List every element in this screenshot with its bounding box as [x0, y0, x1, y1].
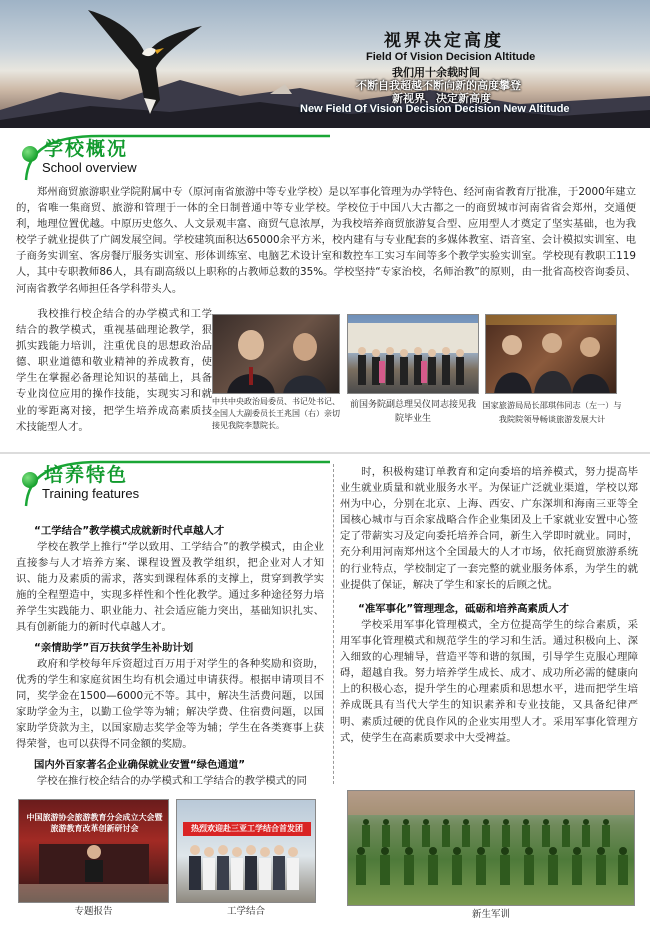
photo-dinner-illustration	[486, 315, 617, 394]
training-paragraph-2: 政府和学校每年斥资超过百万用于对学生的各种奖励和资助，优秀的学生和家庭贫困生均有机会通过申请获得。根据申请项目不同，奖学金在1500—6000元不等。其中，解决生活费问题，以国家助学金为主，以勤工俭学等为辅；解决学费、住宿费问题，以国家助学贷款为主，以国家励志奖学金等为辅；学生在各类赛事上获得荣誉，也可以获得不同金额的奖励。	[16, 658, 324, 751]
red-welcome-banner: 热烈欢迎赴三亚工学结合首发团	[183, 822, 311, 836]
eagle-icon	[86, 4, 206, 116]
caption-photo-3: 国家旅游局局长邵琪伟同志（左一）与我院院领导畅谈旅游发展大计	[482, 400, 622, 424]
banner-line-2: 我们用十余载时间	[392, 66, 480, 79]
photo-soldiers-illustration	[348, 791, 635, 906]
overview-heading	[10, 130, 330, 182]
photo-special-report	[18, 799, 169, 903]
banner-line-4: 新视界，决定新高度	[392, 92, 491, 105]
photo-military-training	[347, 790, 635, 906]
photo-group-illustration	[348, 315, 479, 394]
photo-tourism-director	[485, 314, 617, 394]
subheading-work-study: “工学结合”教学模式成就新时代卓越人才	[34, 525, 225, 537]
overview-title: 学校概况	[44, 138, 129, 160]
caption-work-study: 工学结合	[226, 906, 265, 917]
banner-line-5: New Field Of Vision Decision Decision New Altitude	[300, 103, 570, 115]
green-dot-icon	[22, 146, 38, 162]
subheading-military-management: “准军事化”管理理念，砥砺和培养高素质人才	[358, 603, 570, 615]
photo-stage-illustration	[19, 800, 169, 903]
subheading-employment: 国内外百家著名企业确保就业安置“绿色通道”	[34, 759, 246, 771]
overview-paragraph-2: 我校推行校企结合的办学模式和工学结合的教学模式，重视基础理论教学，狠抓实践能力培训，注重优良的思想政治品德、职业道德和敬业精神的养成教育，使学生在掌握必备理论知识的基础上，具备专业岗位应用的操作技能，实现实习和就业的零距离对接，把学生培养成高素质技术技能型人才。	[16, 308, 212, 433]
banner-subtitle-en: Field Of Vision Decision Altitude	[366, 51, 536, 63]
overview-paragraph-1: 郑州商贸旅游职业学院附属中专（原河南省旅游中等专业学校）是以军事化管理为办学特色、经河南省教育厅批准，于2000年建立的，省唯一集商贸、旅游和管理于一体的全日制普通中等专业学校。学校位于中国八大古都之一的商贸城市河南省省会郑州，交通便利，地理位置优越。中原历史悠久、人文景观丰富、商贸气息浓厚，为我校培养商贸旅游复合型、应用型人才奠定了坚实基础，也为我校学子就业提供了广阔发展空间。学校建筑面积达65000余平方米，校内建有与专业配套的多媒体教室、语音室、会计模拟实训室、电子商务实训室、客房餐厅服务实训室、形体训练室、电脑艺术设计室和数控车工实习车间等多个教学实验实训室。学校现有教职工119人，其中专职教师86人，具有副高级以上职称的占教师总数的35%。学校坚持“专家治校，名师治教”的原则，由一批省高校咨询委员、河南省教学名师担任各学科带头人。	[16, 186, 636, 295]
caption-photo-2: 前国务院副总理吴仪同志接见我院毕业生	[349, 400, 476, 424]
column-divider	[333, 464, 334, 784]
training-title: 培养特色	[44, 464, 129, 486]
banner-title: 视界决定高度	[384, 31, 504, 51]
training-paragraph-3: 学校在推行校企结合的办学模式和工学结合的教学模式的同	[36, 775, 307, 787]
photo-graduates	[347, 314, 479, 394]
subheading-financial-aid: “亲情助学”百万扶贫学生补助计划	[34, 642, 194, 654]
photo-work-study	[176, 799, 316, 903]
overview-title-en: School overview	[42, 160, 137, 175]
caption-photo-1: 中共中央政治局委员、书记处书记、全国人大副委员长王兆国（右）亲切接见我院李慧院长。	[212, 397, 340, 430]
training-title-en: Training features	[42, 486, 140, 501]
banner-line-3: 不断自我超越不断向新的高度攀登	[356, 79, 521, 92]
section-separator	[0, 452, 650, 454]
caption-special-report: 专题报告	[74, 906, 113, 917]
conference-banner-text: 中国旅游协会旅游教育分会成立大会暨旅游教育改革创新研讨会	[26, 813, 163, 833]
photo-people-illustration	[213, 315, 340, 394]
header-banner	[0, 0, 650, 128]
green-dot-icon	[22, 472, 38, 488]
training-paragraph-1: 学校在教学上推行“学以致用、工学结合”的教学模式，由企业直接参与人才培养方案、课程设置及教学组织，把企业对人才知识、能力及素质的需求，落实到课程体系的支撑上，贯穿到教学实施的全程塑造中，实现多样性和个性化教学。通过多种途径努力培养学生实践能力、职业能力、社会适应能力突出，基础知识扎实、具有创新能力的新时代卓越人才。	[16, 541, 324, 634]
training-right-paragraph-2: 学校采用军事化管理模式，全方位提高学生的综合素质，采用军事化管理模式和规范学生的学习和生活。通过积极向上、深入细致的心理辅导，营造平等和谐的氛围，引导学生克服心理障碍，超越自我。努力培养学生成长、成才、成功所必需的健康向上的积极心态，提升学生的心理素质和思想水平，进而把学生培养成既具有当代大学生的知识素养和专业技能，又具备纪律严明、素质过硬的优良作风的企业实用型人才。采用军事化管理方式，使学生在高素质要求中大受裨益。	[340, 619, 638, 744]
photo-students-illustration	[177, 800, 316, 903]
photo-meeting-leader	[212, 314, 340, 394]
caption-military-training: 新生军训	[471, 909, 510, 920]
training-heading	[10, 456, 330, 508]
training-right-paragraph-1: 时，积极构建订单教育和定向委培的培养模式，努力提高毕业生就业质量和就业服务水平。为保证广泛就业渠道，学校以郑州为中心，分别在北京、上海、西安、广东深圳和海南三亚等全国核心城市与百余家战略合作企业集团及上千家就业安置中心签定了带薪实习及定向委托培养合同，新生入学即时就业。同时，充分利用河南郑州这个全国最大的人才市场，依托商贸旅游系统的行业特点，学校制定了一套完整的就业服务体系，为学生的就业提供了保证，解决了学生和家长的后顾之忧。	[340, 466, 638, 591]
